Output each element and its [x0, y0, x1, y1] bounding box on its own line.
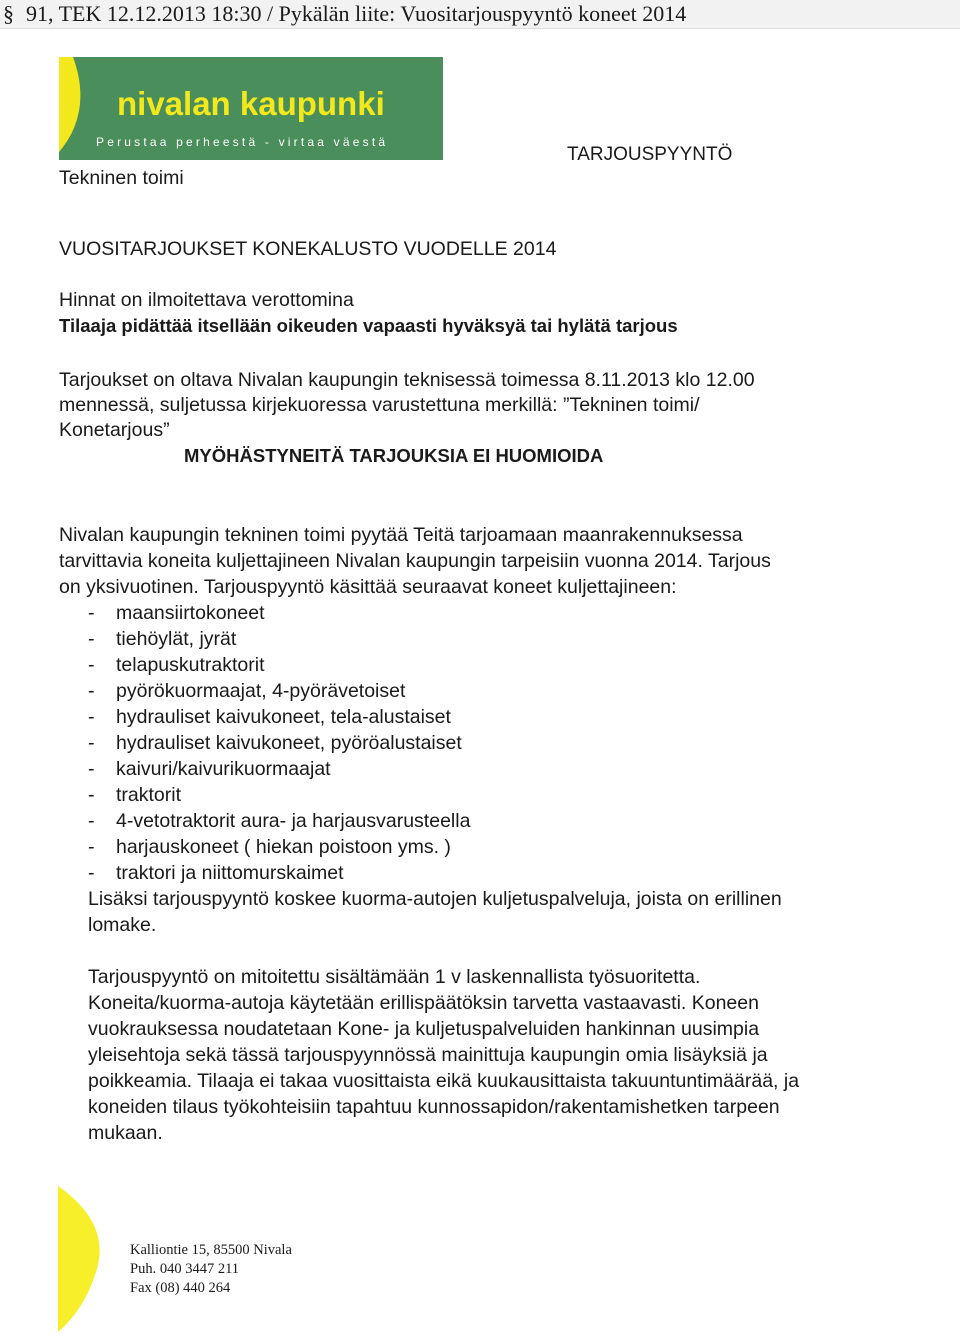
pricing-notice: Hinnat on ilmoitettava verottomina	[59, 289, 354, 311]
terms-line-1: Tarjouspyyntö on mitoitettu sisältämään 1 v laskennallista työsuoritetta.	[88, 966, 701, 988]
intro-line-1: Nivalan kaupungin tekninen toimi pyytää Teitä tarjoamaan maanrakennuksessa	[59, 524, 743, 546]
attachment-header-text: 91, TEK 12.12.2013 18:30 / Pykälän liite: Vuositarjouspyyntö koneet 2014	[26, 1, 687, 26]
list-item: - traktori ja niittomurskaimet	[88, 862, 344, 884]
list-item: - kaivuri/kaivurikuormaajat	[88, 758, 331, 780]
terms-line-4: yleisehtoja sekä tässä tarjouspyynnössä mainittuja kaupungin omia lisäyksiä ja	[88, 1044, 768, 1066]
terms-line-5: poikkeamia. Tilaaja ei takaa vuosittaista eikä kuukausittaista takuuntuntimäärää, ja	[88, 1070, 800, 1092]
list-item: - hydrauliset kaivukoneet, pyöröalustaiset	[88, 732, 462, 754]
list-item: - pyörökuormaajat, 4-pyörävetoiset	[88, 680, 406, 702]
nivalan-kaupunki-logo	[59, 57, 443, 160]
document-type: TARJOUSPYYNTÖ	[567, 144, 733, 165]
deadline-line-3: Konetarjous”	[59, 419, 170, 441]
footer-fax: Fax (08) 440 264	[130, 1280, 231, 1296]
terms-line-3: vuokrauksessa noudatetaan Kone- ja kuljetuspalveluiden hankinnan uusimpia	[88, 1018, 760, 1040]
list-item: - maansiirtokoneet	[88, 602, 265, 624]
list-item: - 4-vetotraktorit aura- ja harjausvarusteella	[88, 810, 471, 832]
terms-line-6: koneiden tilaus työkohteisiin tapahtuu kunnossapidon/rakentamishetken tarpeen	[88, 1096, 780, 1118]
list-item: - traktorit	[88, 784, 182, 806]
deadline-line-2: mennessä, suljetussa kirjekuoressa varustettuna merkillä: ”Tekninen toimi/	[59, 394, 700, 416]
rights-notice: Tilaaja pidättää itsellään oikeuden vapaasti hyväksyä tai hylätä tarjous	[59, 315, 678, 336]
intro-line-2: tarvittavia koneita kuljettajineen Nivalan kaupungin tarpeisiin vuonna 2014. Tarjous	[59, 550, 771, 572]
additional-line-2: lomake.	[88, 914, 157, 936]
deadline-line-1: Tarjoukset on oltava Nivalan kaupungin teknisessä toimessa 8.11.2013 klo 12.00	[59, 369, 755, 391]
list-item: - hydrauliset kaivukoneet, tela-alustaiset	[88, 706, 451, 728]
terms-line-2: Koneita/kuorma-autoja käytetään erillispäätöksin tarvetta vastaavasti. Koneen	[88, 992, 759, 1014]
department: Tekninen toimi	[59, 167, 184, 189]
list-item: - tiehöylät, jyrät	[88, 628, 237, 650]
attachment-header	[0, 0, 960, 29]
additional-line-1: Lisäksi tarjouspyyntö koskee kuorma-autojen kuljetuspalveluja, joista on erillinen	[88, 888, 782, 910]
footer-phone: Puh. 040 3447 211	[130, 1261, 240, 1277]
list-item: - telapuskutraktorit	[88, 654, 265, 676]
logo-name: nivalan kaupunki	[117, 85, 385, 122]
footer-yellow-shape-icon	[0, 1180, 130, 1338]
terms-line-7: mukaan.	[88, 1122, 163, 1144]
late-offers-warning: MYÖHÄSTYNEITÄ TARJOUKSIA EI HUOMIOIDA	[184, 445, 604, 466]
intro-line-3: on yksivuotinen. Tarjouspyyntö käsittää seuraavat koneet kuljettajineen:	[59, 576, 677, 598]
list-item: - harjauskoneet ( hiekan poistoon yms. )	[88, 836, 451, 858]
document-title: VUOSITARJOUKSET KONEKALUSTO VUODELLE 2014	[59, 238, 557, 260]
logo-tagline: Perustaa perheestä - virtaa väestä	[96, 135, 389, 149]
footer-address: Kalliontie 15, 85500 Nivala	[130, 1242, 292, 1258]
section-symbol: §	[3, 1, 14, 26]
